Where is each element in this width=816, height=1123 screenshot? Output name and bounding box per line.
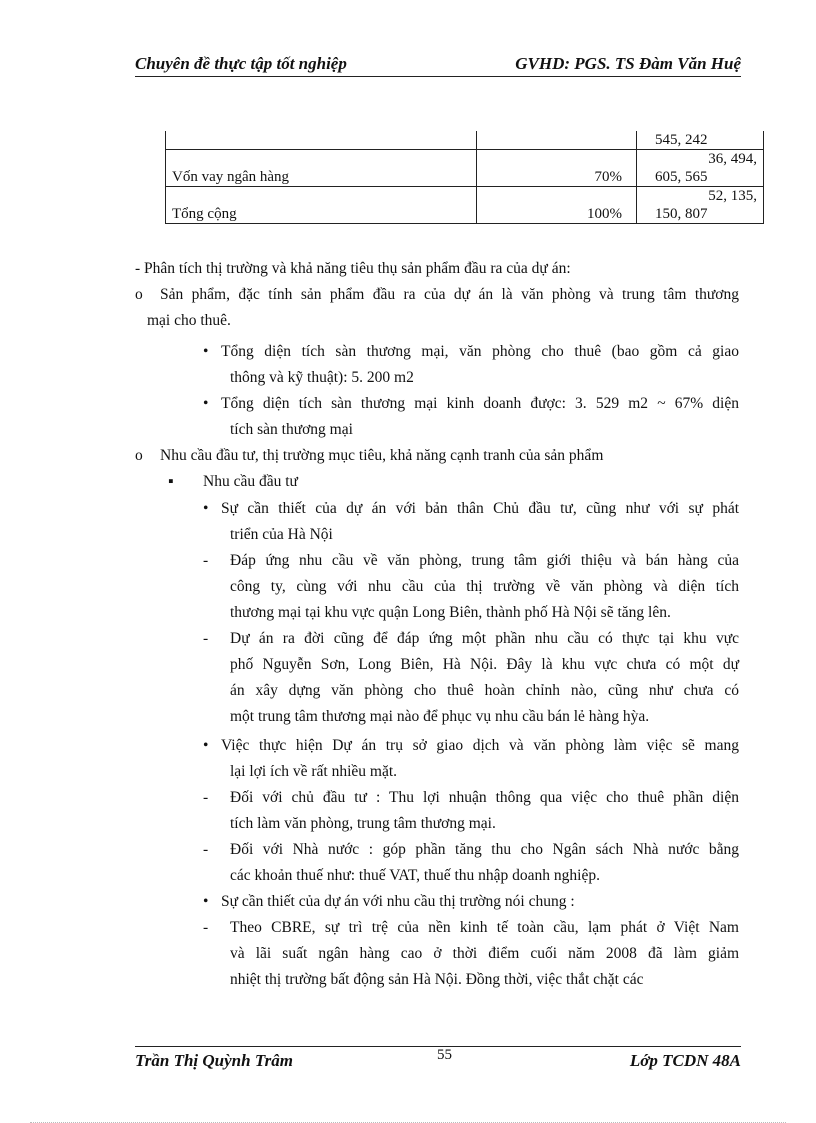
paragraph-line: và lãi suất ngân hàng cao ở thời điểm cuối năm 2008 đã làm giảm <box>230 945 739 962</box>
paragraph-line: Tổng diện tích sàn thương mại, văn phòng cho thuê (bao gồm cả giao <box>221 343 739 360</box>
paragraph-line: triển của Hà Nội <box>230 526 333 543</box>
table-row <box>166 150 764 187</box>
paragraph-line: án xây dựng văn phòng cho thuê hoàn chỉnh nào, cũng như chưa có <box>230 682 739 699</box>
paragraph-line: Việc thực hiện Dự án trụ sở giao dịch và văn phòng làm việc sẽ mang <box>221 737 739 754</box>
paragraph-line: Nhu cầu đầu tư, thị trường mục tiêu, khả năng cạnh tranh của sản phẩm <box>160 447 604 464</box>
circle-marker: o <box>135 286 143 303</box>
header-advisor: GVHD: PGS. TS Đàm Văn Huệ <box>515 54 741 73</box>
paragraph-line: mại cho thuê. <box>147 312 231 329</box>
page-header <box>135 54 741 77</box>
paragraph-line: lại lợi ích về rất nhiều mặt. <box>230 763 398 780</box>
dash-marker: - <box>203 552 209 569</box>
paragraph-line: Đối với chủ đầu tư : Thu lợi nhuận thông qua việc cho thuê phần diện <box>230 789 739 806</box>
paragraph-line: Dự án ra đời cũng để đáp ứng một phần nhu cầu có thực tại khu vực <box>230 630 739 647</box>
row-percent: 100% <box>477 187 637 224</box>
page-number: 55 <box>437 1047 452 1063</box>
paragraph-line: các khoản thuế như: thuế VAT, thuế thu nhập doanh nghiệp. <box>230 867 600 884</box>
paragraph-line: Sự cần thiết của dự án với nhu cầu thị trường nói chung : <box>221 893 575 910</box>
row-label: Vốn vay ngân hàng <box>166 150 477 187</box>
table-row <box>166 131 764 150</box>
row-value: 36, 494, 605, 565 <box>637 150 764 187</box>
row-value: 52, 135, 150, 807 <box>637 187 764 224</box>
bullet-marker: • <box>203 343 209 360</box>
paragraph-line: Sản phẩm, đặc tính sản phẩm đầu ra của dự án là văn phòng và trung tâm thương <box>160 286 739 303</box>
paragraph-line: Tổng diện tích sàn thương mại kinh doanh được: 3. 529 m2 ~ 67% diện <box>221 395 739 412</box>
paragraph-line: tích sàn thương mại <box>230 421 353 438</box>
page-footer <box>135 1046 741 1073</box>
paragraph-line: thương mại tại khu vực quận Long Biên, thành phố Hà Nội sẽ tăng lên. <box>230 604 671 621</box>
dash-marker: - <box>203 630 209 647</box>
paragraph-line: một trung tâm thương mại nào để phục vụ nhu cầu bán lẻ hàng hỳa. <box>230 708 650 725</box>
paragraph-line: Sự cần thiết của dự án với bản thân Chủ đầu tư, cũng như với sự phát <box>221 500 739 517</box>
dash-marker: - <box>203 919 209 936</box>
paragraph-line: Nhu cầu đầu tư <box>203 473 298 490</box>
intro-line: - Phân tích thị trường và khả năng tiêu thụ sản phẩm đầu ra của dự án: <box>135 260 571 277</box>
paragraph-line: thông và kỹ thuật): 5. 200 m2 <box>230 369 414 386</box>
footer-class: Lớp TCDN 48A <box>629 1051 741 1070</box>
circle-marker: o <box>135 447 143 464</box>
row-label: Tổng cộng <box>166 187 477 224</box>
paragraph-line: nhiệt thị trường bất động sản Hà Nội. Đồng thời, việc thắt chặt các <box>230 971 644 988</box>
paragraph-line: công ty, cùng với nhu cầu của thị trường về văn phòng và diện tích <box>230 578 739 595</box>
dash-marker: - <box>203 789 209 806</box>
paragraph-line: phố Nguyễn Sơn, Long Biên, Hà Nội. Đây là khu vực chưa có một dự <box>230 656 739 673</box>
bullet-marker: • <box>203 737 209 754</box>
dash-marker: - <box>203 841 209 858</box>
footer-author: Trần Thị Quỳnh Trâm <box>135 1051 293 1070</box>
header-title: Chuyên đề thực tập tốt nghiệp <box>135 54 347 73</box>
paragraph-line: Đối với Nhà nước : góp phần tăng thu cho Ngân sách Nhà nước bằng <box>230 841 739 858</box>
bullet-marker: • <box>203 395 209 412</box>
table-row <box>166 187 764 224</box>
paragraph-line: Theo CBRE, sự trì trệ của nền kinh tế toàn cầu, lạm phát ở Việt Nam <box>230 919 739 936</box>
row-percent: 70% <box>477 150 637 187</box>
row-value: 545, 242 <box>637 131 764 150</box>
bullet-marker: • <box>203 893 209 910</box>
bullet-marker: • <box>203 500 209 517</box>
row-label <box>166 131 477 150</box>
square-marker: ▪ <box>168 473 174 490</box>
paragraph-line: tích làm văn phòng, trung tâm thương mại. <box>230 815 496 832</box>
row-percent <box>477 131 637 150</box>
capital-table <box>165 131 764 224</box>
paragraph-line: Đáp ứng nhu cầu về văn phòng, trung tâm giới thiệu và bán hàng của <box>230 552 739 569</box>
